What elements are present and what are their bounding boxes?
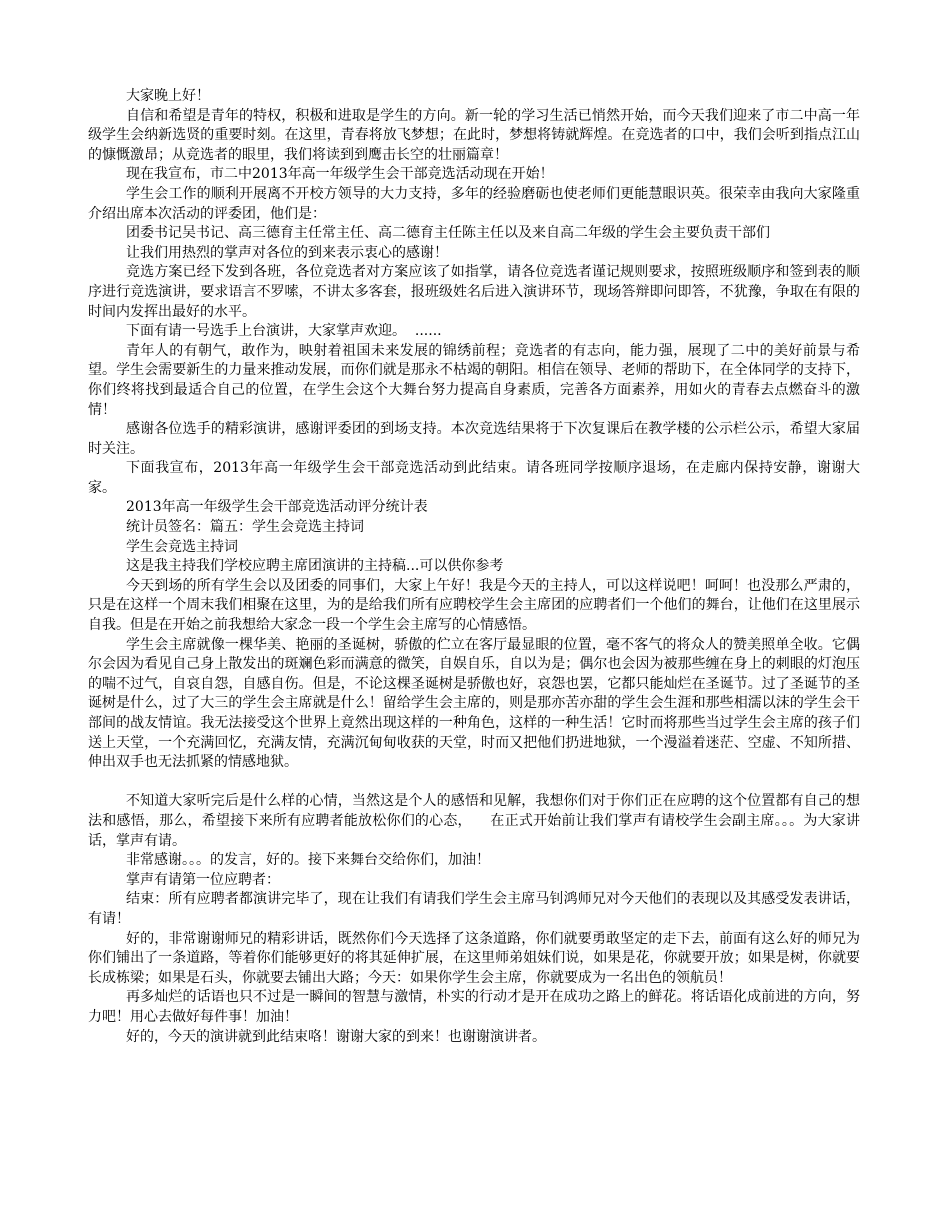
paragraph: 现在我宣布，市二中2013年高一年级学生会干部竞选活动现在开始！: [126, 166, 554, 183]
closing: 好的，今天的演讲就到此结束咯！谢谢大家的到来！也谢谢演讲者。: [126, 1028, 546, 1045]
paragraph: 竞选方案已经下发到各班，各位竞选者对方案应该了如指掌，请各位竞选者谨记规则要求，按照班级顺序和签到表的顺序进行竞选演讲，要求语言不罗嗦，不讲太多客套，报班级姓名后进入演讲环节，现场答辩即问即答，不犹豫，争取在有限的时间内发挥出最好的水平。: [88, 264, 860, 320]
section-title: 2013年高一年级学生会干部竞选活动评分统计表: [126, 499, 428, 516]
paragraph: 好的，非常谢谢师兄的精彩讲话，既然你们今天选择了这条道路，你们就要勇敢坚定的走下去，前面有这么好的师兄为你们铺出了一条道路，等着你们能够更好的将其延伸扩展，在这里师弟姐妹们说，如果是花，你就要开放；如果是树，你就要长成栋梁；如果是石头，你就要去铺出大路；今天：如果你学生会主席，你就要成为一名出色的领航员！: [88, 930, 860, 986]
document-body: [88, 87, 860, 1047]
paragraph: 统计员签名：篇五：学生会竞选主持词: [126, 519, 364, 536]
paragraph: 自信和希望是青年的特权，积极和进取是学生的方向。新一轮的学习生活已悄然开始，而今天我们迎来了市二中高一年级学生会纳新选贤的重要时刻。在这里，青春将放飞梦想；在此时，梦想将铸就辉煌。在竞选者的口中，我们会听到指点江山的慷慨激昂；从竞选者的眼里，我们将读到到鹰击长空的壮丽篇章！: [88, 107, 860, 163]
paragraph: 学生会主席就像一棵华美、艳丽的圣诞树，骄傲的伫立在客厅最显眼的位置，毫不客气的将众人的赞美照单全收。它偶尔会因为看见自己身上散发出的斑斓色彩而满意的微笑，自娱自乐，自以为是；偶尔也会因为被那些缠在身上的刺眼的灯泡压的喘不过气，自哀自怨，自感自伤。但是，不论这棵圣诞树是骄傲也好，哀怨也罢，它都只能灿烂在圣诞节。过了圣诞节的圣诞树是什么，过了大三的学生会主席就是什么！留给学生会主席的，则是那亦苦亦甜的学生会生涯和那些相濡以沫的学生会干部间的战友情谊。我无法接受这个世界上竟然出现这样的一种角色，这样的一种生活！它时而将那些当过学生会主席的孩子们送上天堂，一个充满回忆，充满友情，充满沉甸甸收获的天堂，时而又把他们扔进地狱，一个漫溢着迷茫、空虚、不知所措、伸出双手也无法抓紧的情感地狱。: [88, 636, 860, 771]
paragraph: 下面有请一号选手上台演讲，大家掌声欢迎。 ......: [126, 323, 442, 340]
blank-line: [88, 773, 860, 793]
paragraph: 让我们用热烈的掌声对各位的到来表示衷心的感谢！: [126, 244, 448, 261]
paragraph: 学生会工作的顺利开展离不开校方领导的大力支持，多年的经验磨砺也使老师们更能慧眼识英。很荣幸由我向大家隆重介绍出席本次活动的评委团，他们是：: [88, 185, 860, 222]
paragraph: 非常感谢。。。的发言，好的。接下来舞台交给你们，加油！: [126, 852, 490, 869]
paragraph: 结束：所有应聘者都演讲完毕了，现在让我们有请我们学生会主席马钊鸿师兄对今天他们的表现以及其感受发表讲话，有请！: [88, 891, 860, 927]
paragraph: 这是我主持我们学校应聘主席团演讲的主持稿...可以供你参考: [126, 558, 504, 575]
paragraph: 再多灿烂的话语也只不过是一瞬间的智慧与激情，朴实的行动才是开在成功之路上的鲜花。将话语化成前进的方向，努力吧！用心去做好每件事！加油！: [88, 989, 860, 1025]
paragraph: 团委书记吴书记、高三德育主任常主任、高二德育主任陈主任以及来自高二年级的学生会主要负责干部们: [126, 225, 770, 242]
paragraph: 掌声有请第一位应聘者：: [126, 871, 280, 888]
paragraph: 青年人的有朝气，敢作为，映射着祖国未来发展的锦绣前程；竞选者的有志向，能力强，展现了二中的美好前景与希望。学生会需要新生的力量来推动发展，而你们就是那永不枯竭的朝阳。相信在领导、老师的帮助下，在全体同学的支持下，你们终将找到最适合自己的位置，在学生会这个大舞台努力提高自身素质，完善各方面素养，用如火的青春去点燃奋斗的激情！: [88, 342, 860, 418]
paragraph: 今天到场的所有学生会以及团委的同事们，大家上午好！我是今天的主持人，可以这样说吧！呵呵！也没那么严肃的，只是在这样一个周末我们相聚在这里，为的是给我们所有应聘校学生会主席团的应聘者们一个他们的舞台，让他们在这里展示自我。但是在开始之前我想给大家念一段一个学生会主席写的心情感悟。: [88, 577, 860, 634]
paragraph: 不知道大家听完后是什么样的心情，当然这是个人的感悟和见解，我想你们对于你们正在应聘的这个位置都有自己的想法和感悟，那么，希望接下来所有应聘者能放松你们的心态， 在正式开始前让我们掌声有请校学生会副主席。。。为大家讲话，掌声有请。: [88, 793, 860, 849]
paragraph: 下面我宣布，2013年高一年级学生会干部竞选活动到此结束。请各班同学按顺序退场，在走廊内保持安静，谢谢大家。: [88, 460, 860, 496]
paragraph: 感谢各位选手的精彩演讲，感谢评委团的到场支持。本次竞选结果将于下次复课后在教学楼的公示栏公示，希望大家届时关注。: [88, 421, 860, 457]
section-title: 学生会竞选主持词: [126, 538, 238, 555]
greeting: 大家晚上好！: [126, 88, 210, 104]
